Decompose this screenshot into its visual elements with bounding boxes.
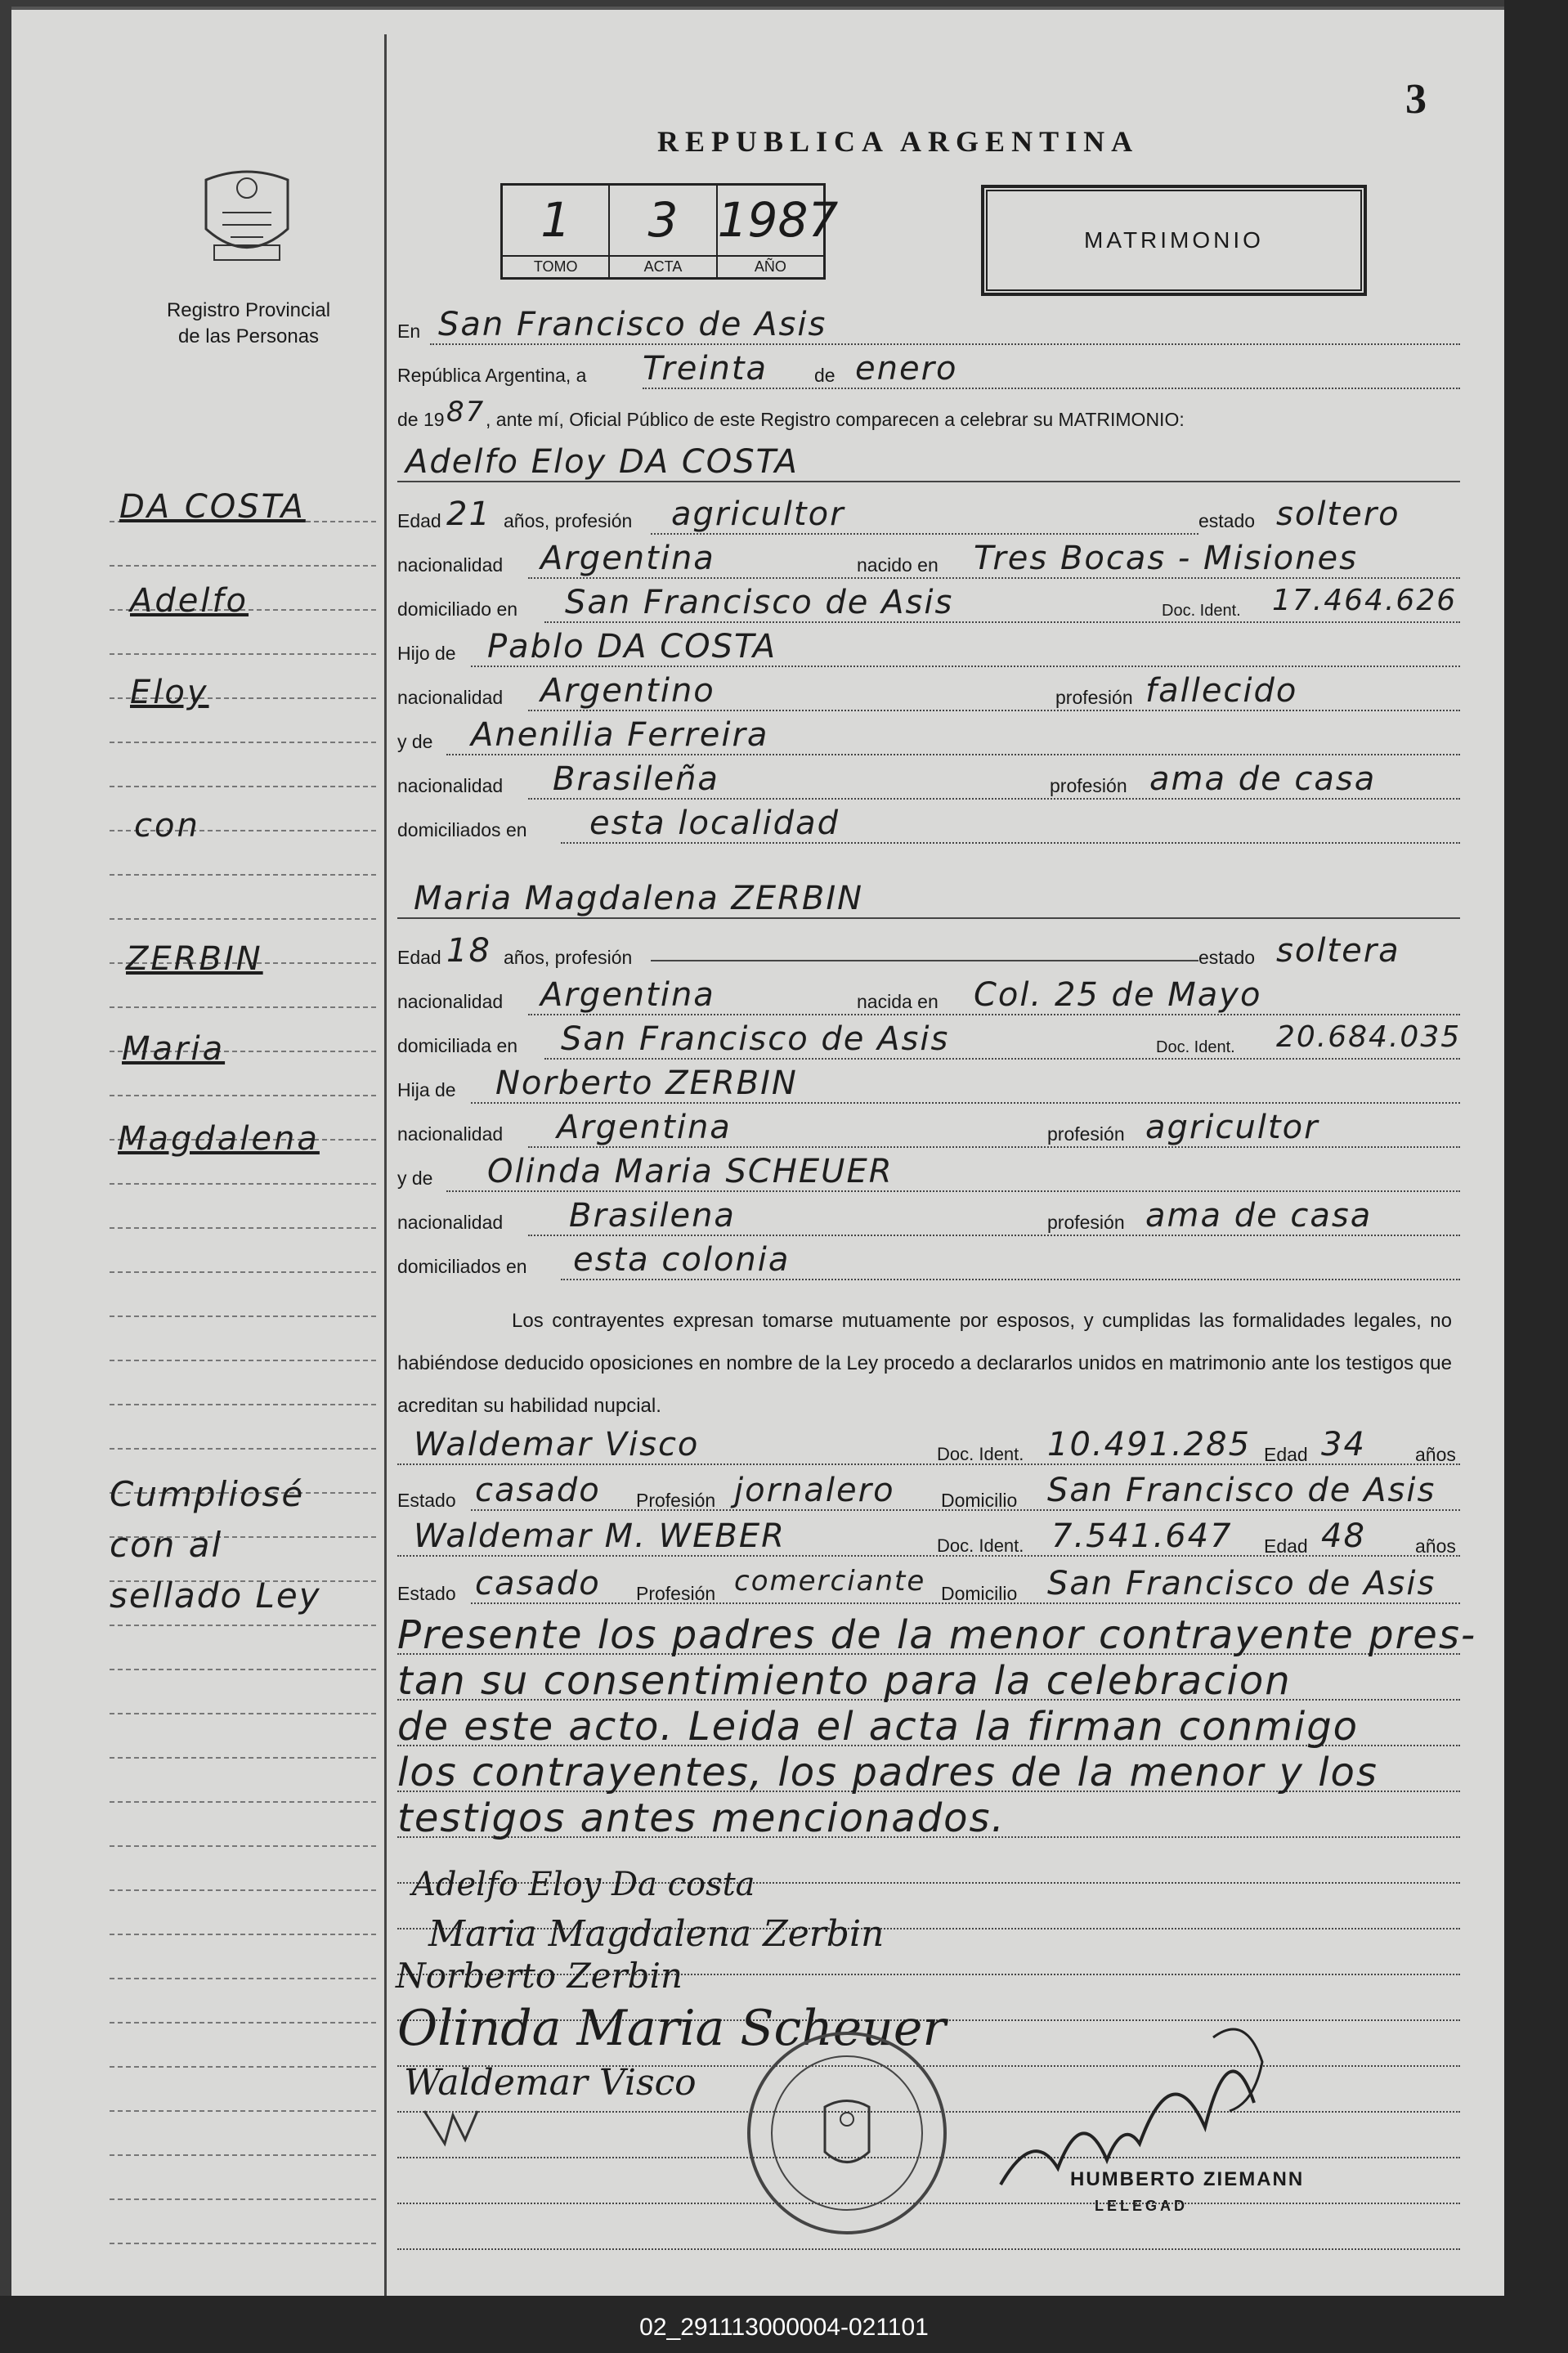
y-de-label: y de [397, 731, 433, 752]
signature-witness1: Waldemar Visco [404, 2062, 697, 2104]
margin-line [110, 2198, 376, 2200]
ano-cell [717, 186, 839, 277]
nacionalidad-label: nacionalidad [397, 554, 504, 576]
margin-nombre3: Maria [122, 1030, 226, 1068]
witness2-doc-label: Doc. Ident. [937, 1535, 1024, 1556]
groom-nacido: Tres Bocas - Misiones [974, 540, 1358, 577]
row-bride-name [397, 880, 1460, 917]
groom-estado: soltero [1276, 495, 1400, 533]
signature-bride: Maria Magdalena Zerbin [428, 1913, 885, 1955]
margin-line [110, 2110, 376, 2112]
observation-line: testigos antes mencionados. [397, 1795, 1006, 1841]
matrimonio-label: MATRIMONIO [1084, 227, 1264, 253]
registro-provincial-label [142, 298, 355, 350]
margin-line [110, 1845, 376, 1847]
bride-padre-prof-label: profesión [1047, 1123, 1125, 1145]
row-bride-edad [397, 932, 1460, 973]
row-bride-madre-nac [397, 1197, 1460, 1238]
row-groom-nac [397, 540, 1460, 580]
hijo-label: Hijo de [397, 643, 456, 664]
bride-estado: soltera [1276, 932, 1400, 970]
row-groom-padres-dom [397, 805, 1460, 845]
ano-label: AÑO [718, 255, 823, 277]
estado-label: estado [1198, 510, 1256, 531]
registro-line1: Registro Provincial [166, 299, 331, 321]
mes-value: enero [855, 350, 958, 388]
groom-name: Adelfo Eloy DA COSTA [405, 443, 799, 481]
nacida-label: nacida en [857, 991, 939, 1012]
row-bride-nac [397, 976, 1460, 1017]
margin-line [110, 742, 376, 743]
bride-domiciliados-label: domiciliados en [397, 1256, 527, 1277]
margin-line [110, 1625, 376, 1626]
row-witness2-details [397, 1565, 1460, 1606]
bride-padre-nac: Argentina [557, 1109, 732, 1146]
witness1-anos-label: años [1415, 1444, 1456, 1465]
witness2-anos-label: años [1415, 1535, 1456, 1557]
row-witness1-details [397, 1472, 1460, 1513]
tomo-value: 1 [540, 192, 571, 248]
groom-padre-nac: Argentino [540, 672, 715, 710]
matrimonio-box [981, 185, 1367, 296]
witness1-doc-label: Doc. Ident. [937, 1444, 1024, 1464]
margin-line [110, 1227, 376, 1229]
witness1-estado: casado [475, 1472, 601, 1509]
hija-label: Hija de [397, 1079, 456, 1100]
row-lugar [397, 306, 1460, 347]
signature-groom: Adelfo Eloy Da costa [412, 1866, 755, 1903]
witness1-doc: 10.491.285 [1047, 1426, 1252, 1463]
margin-line [110, 2066, 376, 2068]
witness1-name: Waldemar Visco [414, 1426, 700, 1463]
margin-line [110, 786, 376, 787]
margin-line [110, 1183, 376, 1185]
groom-edad: 21 [446, 495, 491, 533]
groom-madre: Anenilia Ferreira [471, 716, 769, 754]
row-bride-padre-nac [397, 1109, 1460, 1150]
row-groom-madre-nac [397, 760, 1460, 801]
row-groom-name [397, 443, 1460, 481]
row-anio [397, 397, 1460, 435]
madre-nac-label: nacionalidad [397, 775, 504, 796]
binding-spine [1504, 0, 1568, 2306]
en-label: En [397, 320, 421, 342]
observation-line: de este acto. Leida el acta la firman conmigo [397, 1704, 1360, 1750]
padre-prof-label: profesión [1055, 687, 1133, 708]
bride-edad: 18 [446, 932, 491, 970]
thumb-scribble-icon [420, 2103, 486, 2152]
bride-doc-label: Doc. Ident. [1156, 1038, 1235, 1056]
margin-line [110, 1360, 376, 1361]
margin-line [110, 1978, 376, 1979]
bride-madre-nac: Brasilena [569, 1197, 736, 1235]
bride-name: Maria Magdalena ZERBIN [414, 880, 864, 917]
witness1-dom-label: Domicilio [941, 1490, 1018, 1511]
witness1-dom: San Francisco de Asis [1047, 1472, 1436, 1509]
witness2-dom: San Francisco de Asis [1047, 1565, 1436, 1602]
margin-nombre1: Adelfo [130, 582, 249, 620]
row-bride-padres-dom [397, 1241, 1460, 1282]
bride-padre: Norberto ZERBIN [495, 1064, 798, 1102]
margin-line [110, 1095, 376, 1096]
witness2-prof: comerciante [734, 1565, 926, 1598]
acta-label: ACTA [610, 255, 715, 277]
margin-line [110, 1669, 376, 1670]
margin-apellido2: ZERBIN [126, 940, 263, 978]
row-groom-madre [397, 716, 1460, 757]
page-number: 3 [1405, 76, 1427, 123]
register-page [11, 7, 1512, 2299]
margin-line [110, 2022, 376, 2024]
groom-madre-nac: Brasileña [553, 760, 719, 798]
groom-padre-prof: fallecido [1145, 672, 1298, 710]
tomo-label: TOMO [503, 255, 608, 277]
margin-nombre2: Eloy [130, 674, 209, 711]
groom-nacionalidad: Argentina [540, 540, 715, 577]
margin-line [110, 918, 376, 920]
margin-note [110, 1469, 321, 1621]
margin-line [110, 1404, 376, 1405]
domiciliada-label: domiciliada en [397, 1035, 518, 1056]
margin-note-line2: con al [110, 1525, 223, 1565]
witness1-edad: 34 [1321, 1426, 1366, 1463]
row-groom-padre-nac [397, 672, 1460, 713]
margin-line [110, 653, 376, 655]
margin-line [110, 1934, 376, 1935]
official-seal-icon [743, 2029, 952, 2238]
signature-bride-mother: Olinda Maria Scheuer [397, 2000, 947, 2057]
anio-value: 87 [446, 396, 486, 428]
nacido-label: nacido en [857, 554, 939, 576]
row-groom-dom [397, 584, 1460, 625]
bride-domicilio: San Francisco de Asis [561, 1020, 950, 1058]
madre-prof-label: profesión [1050, 775, 1127, 796]
margin-con: con [134, 807, 200, 845]
scan-filename: 02_291113000004-021101 [639, 2314, 929, 2341]
row-bride-madre [397, 1153, 1460, 1194]
lugar-value: San Francisco de Asis [438, 306, 827, 343]
witness2-dom-label: Domicilio [941, 1583, 1018, 1604]
margin-line [110, 1889, 376, 1891]
row-groom-edad [397, 495, 1460, 536]
bride-padres-dom: esta colonia [573, 1241, 791, 1279]
margin-line [110, 1271, 376, 1273]
bride-doc: 20.684.035 [1276, 1020, 1462, 1054]
bride-nacionalidad: Argentina [540, 976, 715, 1014]
tomo-cell [503, 186, 610, 277]
edad-label: Edad [397, 510, 441, 531]
witness1-prof: jornalero [734, 1472, 895, 1509]
groom-padre: Pablo DA COSTA [487, 628, 777, 666]
witness2-doc: 7.541.647 [1051, 1517, 1233, 1555]
bride-anos-prof-label: años, profesión [504, 947, 633, 968]
padre-nac-label: nacionalidad [397, 687, 504, 708]
margin-line [110, 1757, 376, 1759]
margin-divider [384, 34, 387, 2299]
margin-line [110, 1315, 376, 1317]
row-witness2 [397, 1517, 1460, 1558]
bride-madre-nac-label: nacionalidad [397, 1212, 504, 1233]
domiciliados-label: domiciliados en [397, 819, 527, 840]
signature-bride-father: Norberto Zerbin [396, 1956, 683, 1996]
margin-line [110, 2243, 376, 2244]
declaration-text: Los contrayentes expresan tomarse mutuamente por esposos, y cumplidas las formalidades legales, no habiéndose deducido oposiciones en nombre de la Ley procedo a declararlos unidos en matrimonio ante los testigos que acreditan su habilidad nupcial. [397, 1310, 1452, 1417]
de-label: de [814, 365, 836, 386]
ante-text: , ante mí, Oficial Público de este Registro comparecen a celebrar su MATRIMONIO: [486, 409, 1185, 430]
witness1-edad-label: Edad [1264, 1444, 1308, 1465]
bride-y-de-label: y de [397, 1168, 433, 1189]
bride-madre: Olinda Maria SCHEUER [487, 1153, 894, 1190]
ano-value: 1987 [717, 192, 839, 248]
de19-label: de 19 [397, 409, 445, 430]
groom-padres-dom: esta localidad [589, 805, 840, 842]
bride-edad-label: Edad [397, 947, 441, 968]
acta-value: 3 [647, 192, 679, 248]
bride-nacida: Col. 25 de Mayo [974, 976, 1262, 1014]
bride-nacionalidad-label: nacionalidad [397, 991, 504, 1012]
row-bride-dom [397, 1020, 1462, 1061]
official-name: HUMBERTO ZIEMANN [1070, 2168, 1305, 2190]
witness2-edad: 48 [1321, 1517, 1366, 1555]
acta-cell [610, 186, 717, 277]
official-title: LELEGAD [1095, 2198, 1189, 2214]
observation-line: Presente los padres de la menor contrayente pres- [397, 1612, 1477, 1658]
margin-note-line3: sellado Ley [110, 1575, 321, 1616]
margin-line [110, 1448, 376, 1450]
witness2-name: Waldemar M. WEBER [414, 1517, 786, 1555]
margin-nombre4: Magdalena [118, 1120, 320, 1158]
margin-line [110, 1713, 376, 1714]
registro-line2: de las Personas [177, 325, 320, 347]
witness1-estado-label: Estado [397, 1490, 456, 1511]
bride-madre-prof: ama de casa [1145, 1197, 1373, 1235]
groom-doc: 17.464.626 [1272, 584, 1458, 617]
bride-madre-prof-label: profesión [1047, 1212, 1125, 1233]
bride-padre-nac-label: nacionalidad [397, 1123, 504, 1145]
row-groom-padre [397, 628, 1460, 669]
domiciliado-label: domiciliado en [397, 598, 518, 620]
witness2-estado: casado [475, 1565, 601, 1602]
margin-line [110, 565, 376, 567]
groom-profesion: agricultor [671, 495, 845, 533]
witness2-edad-label: Edad [1264, 1535, 1308, 1557]
republica-heading: REPUBLICA ARGENTINA [657, 125, 1140, 158]
anos-prof-label: años, profesión [504, 510, 633, 531]
witness2-estado-label: Estado [397, 1583, 456, 1604]
margin-line [110, 874, 376, 876]
margin-apellido: DA COSTA [119, 488, 306, 526]
groom-domicilio: San Francisco de Asis [565, 584, 954, 621]
groom-madre-prof: ama de casa [1149, 760, 1377, 798]
margin-line [110, 2154, 376, 2156]
observation-line: los contrayentes, los padres de la menor y los [397, 1750, 1378, 1795]
row-witness1 [397, 1426, 1460, 1467]
witness2-prof-label: Profesión [636, 1583, 716, 1604]
bride-estado-label: estado [1198, 947, 1256, 968]
republica-label: República Argentina, a [397, 365, 587, 386]
observation-line: tan su consentimiento para la celebracion [397, 1658, 1292, 1704]
margin-line [110, 1006, 376, 1008]
row-bride-padre [397, 1064, 1460, 1105]
witness1-prof-label: Profesión [636, 1490, 716, 1511]
misiones-shield-icon [198, 164, 296, 270]
row-fecha [397, 350, 1460, 391]
tomo-acta-ano-box [500, 183, 839, 280]
margin-line [110, 1801, 376, 1803]
dia-value: Treinta [643, 350, 768, 388]
doc-label: Doc. Ident. [1162, 602, 1241, 620]
margin-note-line1: Cumpliosé [110, 1474, 305, 1514]
bride-padre-prof: agricultor [1145, 1109, 1319, 1146]
blank-rule [397, 2248, 1460, 2250]
